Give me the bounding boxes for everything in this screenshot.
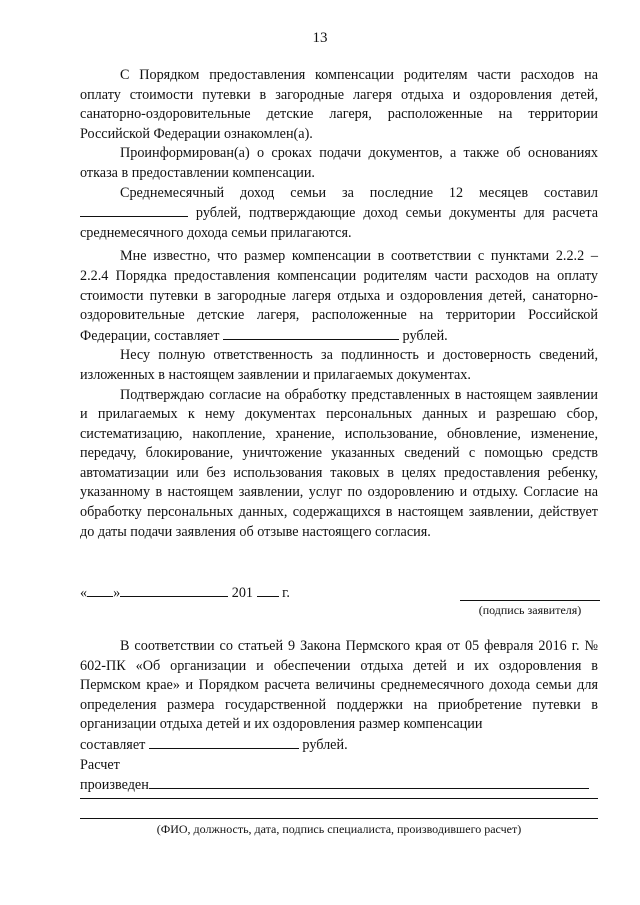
calculation-line-2: [80, 775, 598, 796]
paragraph-income: [80, 184, 598, 244]
paragraph-compensation: [80, 247, 598, 346]
specialist-info-field-2[interactable]: [80, 818, 598, 819]
date-open-quote: «: [80, 585, 88, 601]
calculation-amount-prefix: составляет: [80, 736, 146, 753]
calculation-by-label: произведен: [80, 777, 149, 794]
compensation-text: Мне известно, что размер компенсации в соответствии с пунктами 2.2.2 – 2.2.4 Порядка предоставления компенсации родителям части расходов на оплату стоимости путевки в загородные лагеря отдыха и оздоровления детей, санаторно-оздоровительные детские лагеря, расположенные на территории Российской Федерации, составляет: [80, 248, 598, 344]
calculation-line-1: Расчет: [80, 756, 120, 773]
date-year-prefix: 201: [231, 585, 254, 601]
calculation-block: [80, 637, 598, 796]
calculation-amount-field[interactable]: [149, 735, 299, 749]
page-number: 13: [312, 30, 328, 46]
paragraph-responsibility: Несу полную ответственность за подлинность и достоверность сведений, изложенных в настоящем заявлении и прилагаемых документах.: [80, 347, 598, 383]
compensation-amount-field[interactable]: [223, 326, 399, 340]
date-day-field[interactable]: [87, 583, 113, 597]
applicant-signature-caption: (подпись заявителя): [478, 603, 582, 617]
statement-body: [80, 66, 598, 542]
calculation-paragraph: В соответствии со статьей 9 Закона Пермского края от 05 февраля 2016 г. № 602-ПК «Об организации и обеспечении отдыха детей и их оздоровления в Пермском крае» и Порядком расчета величины среднемесячного дохода семьи для определения размера государственной поддержки на приобретение путевки в организации отдыха детей и их оздоровления размер компенсации: [80, 638, 598, 733]
specialist-info-field-1[interactable]: [80, 798, 598, 799]
calculation-amount-suffix: рублей.: [302, 736, 348, 753]
income-amount-field[interactable]: [80, 203, 188, 217]
date-month-field[interactable]: [120, 583, 228, 597]
calculation-amount-row: [80, 735, 598, 756]
date-year-field[interactable]: [257, 583, 279, 597]
specialist-caption: (ФИО, должность, дата, подпись специалиста, производившего расчет): [156, 822, 522, 836]
date-year-suffix: г.: [282, 585, 290, 601]
income-tail: рублей, подтверждающие доход семьи документы для расчета среднемесячного дохода семьи прилагаются.: [80, 205, 598, 241]
applicant-signature-field[interactable]: [460, 600, 600, 601]
income-lead: Среднемесячный доход семьи за последние 12 месяцев составил: [120, 184, 598, 201]
paragraph-acquainted: С Порядком предоставления компенсации родителям части расходов на оплату стоимости путевки в загородные лагеря отдыха и оздоровления детей, санаторно-оздоровительные детские лагеря, расположенные на территории Российской Федерации ознакомлен(а).: [80, 67, 598, 142]
paragraph-informed: Проинформирован(а) о сроках подачи документов, а также об основаниях отказа в предоставлении компенсации.: [80, 145, 598, 181]
date-close-quote: »: [113, 585, 121, 601]
compensation-unit: рублей.: [402, 327, 448, 344]
calculation-by-field[interactable]: [149, 775, 589, 789]
paragraph-consent: Подтверждаю согласие на обработку представленных в настоящем заявлении и прилагаемых к нему документах персональных данных и разрешаю сбор, систематизацию, накопление, хранение, использование, обновление, изменение, передачу, блокирование, уничтожение указанных сведений с помощью средств автоматизации или без использования таковых в целях предоставления ребенку, указанному в настоящем заявлении, услуг по оздоровлению и отдыху. Согласие на обработку персональных данных, содержащихся в настоящем заявлении, действует до даты подачи заявления об отзыве настоящего согласия.: [80, 386, 598, 540]
